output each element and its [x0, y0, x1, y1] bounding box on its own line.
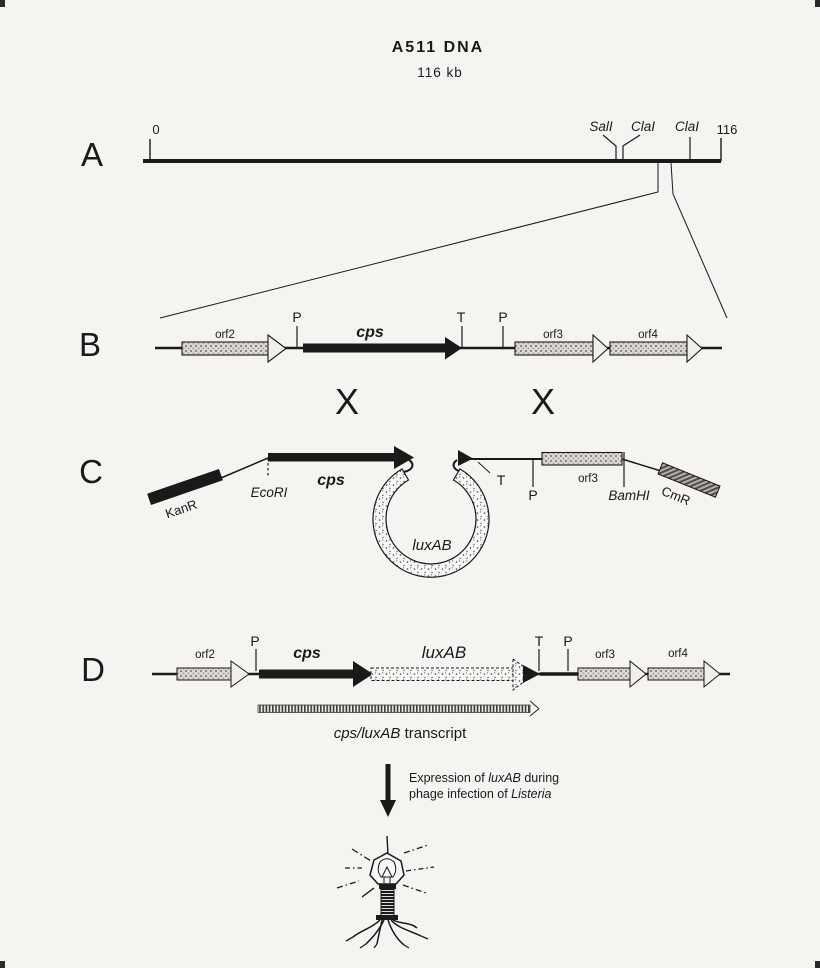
cps-d-arrowhead — [353, 661, 373, 687]
phage-head — [370, 853, 404, 884]
cps-d-label: cps — [293, 645, 321, 662]
phage-tail-fiber — [353, 920, 380, 937]
cps-gene-body — [303, 344, 445, 353]
caption2-organism: Listeria — [511, 787, 552, 801]
luxab-d-body — [371, 668, 514, 681]
cps-plasmid-label: cps — [317, 472, 345, 489]
orf4-d-label: orf4 — [668, 648, 688, 660]
panel-b — [79, 309, 722, 363]
phage-tail — [381, 889, 394, 916]
bamhi-label: BamHI — [608, 488, 650, 503]
scan-artifact — [815, 961, 820, 968]
ecori-label: EcoRI — [250, 485, 288, 500]
orf4-d-body — [648, 668, 704, 680]
orf3-plasmid-body — [542, 453, 622, 466]
orf2-d-arrowhead — [231, 661, 249, 687]
scale-end-label: 116 — [716, 122, 738, 137]
promoter1-d-label: P — [250, 633, 260, 649]
panel-d-label: D — [81, 651, 105, 688]
orf4-gene-body — [610, 342, 687, 355]
orf2-gene-body — [182, 342, 268, 355]
orf3-d-label: orf3 — [595, 649, 615, 661]
terminator-leader — [478, 462, 490, 473]
figure-title: A511 DNA — [391, 39, 485, 56]
phage-baseplate — [376, 915, 398, 920]
promoter-c-label: P — [528, 487, 538, 503]
terminator-label: T — [456, 309, 466, 325]
expression-caption-line1 — [409, 771, 559, 785]
phage-ray — [337, 881, 359, 888]
kanr-label: KanR — [163, 496, 200, 522]
kanr-marker — [147, 469, 230, 525]
cps-plasmid-arrowhead — [394, 446, 414, 469]
orf3-d-body — [578, 668, 630, 680]
promoter2-d-label: P — [563, 633, 573, 649]
phage-ray — [404, 845, 428, 853]
scan-artifact — [0, 961, 5, 968]
orf4-gene-arrowhead — [687, 335, 702, 362]
phage-ray — [362, 888, 374, 897]
phage-ray — [403, 885, 426, 893]
cps-d-body — [259, 670, 353, 679]
luxab-d-black-tip — [523, 665, 540, 683]
site-sali-label: SalI — [589, 119, 613, 134]
phage-ray — [387, 836, 388, 855]
luxab-circle — [373, 469, 489, 577]
orf4-d-arrowhead — [704, 661, 720, 687]
orf3-d-arrowhead — [630, 661, 646, 687]
transcript-arrow-tip — [530, 701, 539, 716]
scale-start-label: 0 — [152, 122, 160, 137]
orf2-d-body — [177, 668, 231, 680]
terminator-c-label: T — [496, 472, 506, 488]
orf3-plasmid-label: orf3 — [578, 473, 598, 485]
expression-caption-line2 — [409, 787, 552, 801]
vector-backbone-right — [622, 459, 661, 471]
panel-d — [81, 633, 730, 742]
glowing-phage-illustration — [337, 836, 434, 948]
phage-tail-fiber-feet — [346, 936, 428, 948]
caption1-pre: Expression of — [409, 771, 489, 785]
orf4-label: orf4 — [638, 329, 658, 341]
orf2-label: orf2 — [215, 329, 235, 341]
cps-plasmid-body — [268, 453, 394, 462]
panel-c-label: C — [79, 453, 103, 490]
transcript-band — [258, 705, 530, 713]
site-clai1-label: ClaI — [630, 119, 656, 134]
expression-arrow-head — [380, 800, 396, 817]
orf3-gene-arrowhead — [593, 335, 608, 362]
panel-a — [81, 119, 737, 318]
transcript-label-rest: transcript — [400, 725, 467, 742]
cmr-label: CmR — [659, 483, 693, 509]
orf2-gene-arrowhead — [268, 335, 286, 362]
site-clai2-label: ClaI — [674, 119, 700, 134]
site-clai1-tick — [623, 135, 640, 161]
luxab-circle-label: luxAB — [412, 537, 452, 554]
vector-backbone-left — [221, 458, 268, 478]
promoter1-label: P — [292, 309, 302, 325]
orf2-d-label: orf2 — [195, 649, 215, 661]
cps-label: cps — [356, 324, 384, 341]
panel-c — [79, 446, 720, 577]
scan-artifact — [0, 0, 5, 7]
phage-collar — [379, 884, 396, 889]
zoom-line-right — [671, 163, 727, 318]
luxab-d-label: luxAB — [421, 643, 467, 662]
orf3-gene-body — [515, 342, 593, 355]
promoter2-label: P — [498, 309, 508, 325]
cmr-marker — [650, 463, 720, 517]
crossover-x-left: X — [334, 381, 360, 422]
cps-gene-arrowhead — [445, 337, 462, 360]
phage-ray — [352, 849, 371, 861]
panel-b-label: B — [78, 326, 102, 363]
transcript-gene-name: cps/luxAB — [333, 725, 401, 742]
transcript-label — [334, 725, 467, 742]
phage-tail-fiber — [377, 920, 382, 944]
orf3-label: orf3 — [543, 329, 563, 341]
terminator-d-label: T — [534, 633, 544, 649]
phage-ray — [406, 867, 434, 871]
site-sali-tick — [603, 135, 616, 161]
zoom-line-left — [160, 163, 658, 318]
caption2-pre: phage infection of — [409, 787, 512, 801]
crossover-x-right: X — [530, 381, 556, 422]
figure-subtitle: 116 kb — [417, 65, 463, 80]
caption1-gene: luxAB — [488, 771, 521, 785]
scan-artifact — [815, 0, 820, 7]
expression-step — [380, 764, 559, 817]
caption1-post: during — [520, 771, 560, 785]
panel-a-label: A — [80, 136, 104, 173]
